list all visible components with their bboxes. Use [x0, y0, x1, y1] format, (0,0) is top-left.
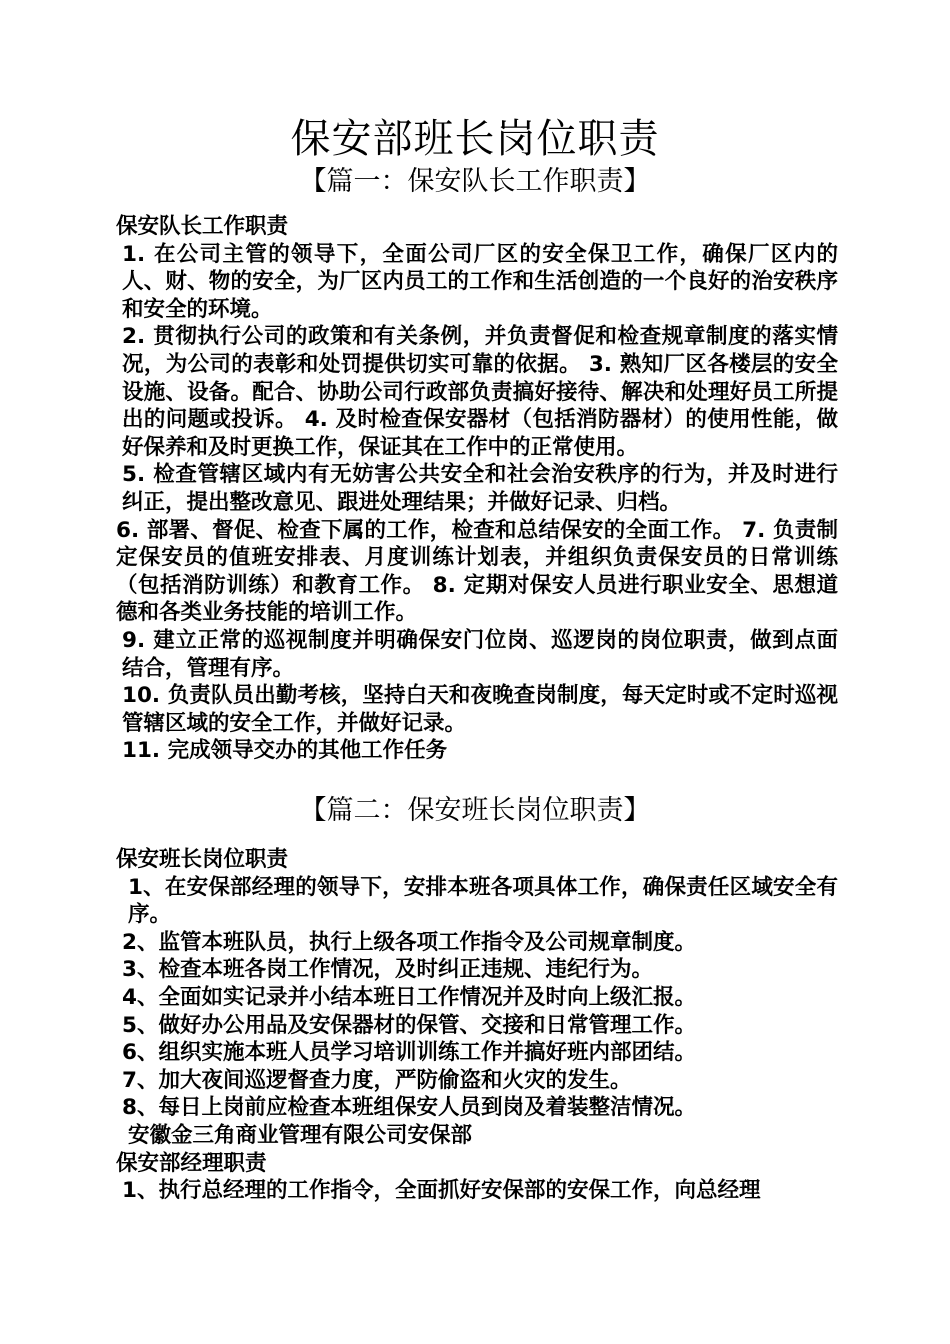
- section2-item: 4、全面如实记录并小结本班日工作情况并及时向上级汇报。: [122, 984, 696, 1010]
- section1-paragraph: 11. 完成领导交办的其他工作任务: [122, 738, 448, 764]
- section1-paragraph: 5. 检查管辖区域内有无妨害公共安全和社会治安秩序的行为，并及时进行纠正，提出整改意见、跟进处理结果；并做好记录、归档。: [122, 462, 838, 515]
- section1-body: [116, 213, 838, 765]
- section1-paragraph: 6. 部署、督促、检查下属的工作，检查和总结保安的全面工作。 7. 负责制定保安员的值班安排表、月度训练计划表，并组织负责保安员的日常训练（包括消防训练）和教育工作。 8. 定期对保安人员进行职业安全、思想道德和各类业务技能的培训工作。: [116, 517, 838, 626]
- section2-item: 3、检查本班各岗工作情况，及时纠正违规、违纪行为。: [122, 957, 653, 983]
- section2-item: 2、监管本班队员，执行上级各项工作指令及公司规章制度。: [122, 929, 696, 955]
- manager-label: 保安部经理职责: [116, 1150, 267, 1176]
- section1-paragraph: 2. 贯彻执行公司的政策和有关条例，并负责督促和检查规章制度的落实情况，为公司的表彰和处罚提供切实可靠的依据。 3. 熟知厂区各楼层的安全设施、设备。配合、协助公司行政部负责搞好接待、解决和处理好员工所提出的问题或投诉。 4. 及时检查保安器材（包括消防器材）的使用性能，做好保养和及时更换工作，保证其在工作中的正常使用。: [122, 324, 838, 460]
- section2-item: 7、加大夜间巡逻督查力度，严防偷盗和火灾的发生。: [122, 1067, 632, 1093]
- document-title: 保安部班长岗位职责: [290, 116, 660, 162]
- section1-label: 保安队长工作职责: [116, 214, 289, 239]
- section2-item: 5、做好办公用品及安保器材的保管、交接和日常管理工作。: [122, 1012, 696, 1038]
- section1-heading: 【篇一：保安队长工作职责】: [299, 166, 651, 197]
- section1-paragraph: 9. 建立正常的巡视制度并明确保安门位岗、巡逻岗的岗位职责，做到点面结合，管理有序。: [122, 627, 838, 681]
- section1-paragraph: 1. 在公司主管的领导下，全面公司厂区的安全保卫工作，确保厂区内的人、财、物的安全，为厂区内员工的工作和生活创造的一个良好的治安秩序和安全的环境。: [122, 241, 838, 322]
- section2-heading: 【篇二：保安班长岗位职责】: [299, 795, 651, 826]
- manager-item: 1、执行总经理的工作指令，全面抓好安保部的安保工作，向总经理: [122, 1178, 761, 1204]
- section2-item: 8、每日上岗前应检查本班组保安人员到岗及着装整洁情况。: [122, 1095, 696, 1121]
- section2-label: 保安班长岗位职责: [116, 847, 289, 872]
- company-name: 安徽金三角商业管理有限公司安保部: [128, 1122, 473, 1148]
- section2-item: 6、组织实施本班人员学习培训训练工作并搞好班内部团结。: [122, 1040, 696, 1066]
- section1-paragraph: 10. 负责队员出勤考核，坚持白天和夜晚查岗制度，每天定时或不定时巡视管辖区域的安全工作，并做好记录。: [122, 683, 838, 736]
- section2-body: [116, 846, 838, 1205]
- section2-item: 1、在安保部经理的领导下，安排本班各项具体工作，确保责任区域安全有序。: [128, 874, 838, 928]
